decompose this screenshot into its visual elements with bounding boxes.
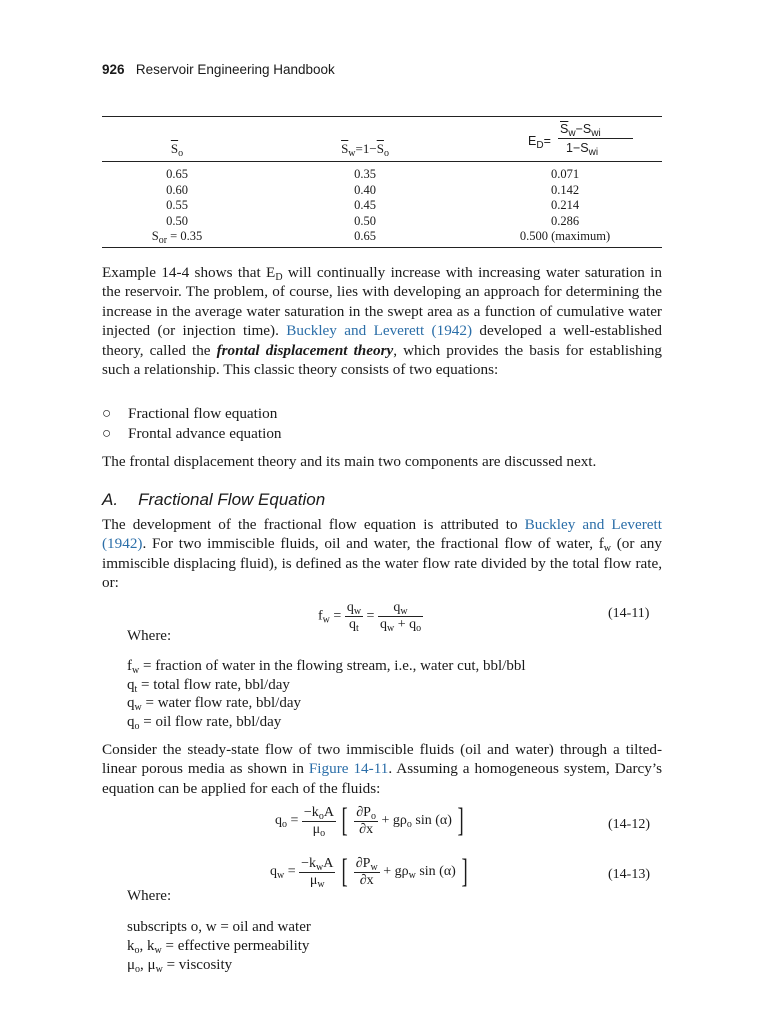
- where-label: Where:: [127, 628, 172, 644]
- equation-14-12: $q_o$ = $-k_oA$ $\mu_o$ [ $\frac{\partial P_o}{\partial x}$ + $g\rho_o$ sin (α) ]: [275, 802, 465, 839]
- table-bottom-rule: [102, 247, 662, 248]
- citation-link[interactable]: Buckley and Leverett (1942): [102, 516, 662, 553]
- equation-number: (14-12): [608, 817, 650, 832]
- table-head-sw: $\overline{S}_w=1-\overline{S}_o$: [341, 141, 389, 159]
- table-cell: 0.45: [354, 198, 376, 213]
- definition-item: $q_w$ = water flow rate, bbl/day: [127, 695, 301, 714]
- table-cell: 0.214: [550, 198, 580, 213]
- table-cell: 0.60: [166, 182, 188, 197]
- table-cell: 0.55: [166, 198, 188, 213]
- table-cell: 0.286: [550, 213, 580, 228]
- paragraph-1: Example 14-4 shows that $E_D$ will continually increase with increasing water saturation in the reservoir. The problem, of course, lies with developing an approach for determining the increase in the average water saturation in the swept area as a function of cumulative water injected (or injection time). Buckley and Leverett (1942) developed a well-established theory, called the frontal displacement theory, which provides the basis for establishing such a relationship. This classic theory consists of two equations:: [102, 264, 662, 379]
- table-cell: 0.142: [550, 182, 580, 197]
- table-cell: 0.65: [166, 167, 188, 181]
- paragraph-2: The frontal displacement theory and its main two components are discussed next.: [102, 453, 597, 470]
- table-top-rule: [102, 116, 662, 117]
- table-cell: 0.35: [354, 167, 376, 181]
- running-header: [102, 62, 335, 78]
- table-cell: $S_{or} = 0.35$: [151, 229, 203, 247]
- table-cell: 0.50: [166, 213, 188, 228]
- definition-item: $q_t$ = total flow rate, bbl/day: [127, 676, 290, 695]
- book-title: Reservoir Engineering Handbook: [135, 62, 335, 77]
- paragraph-4: Consider the steady-state flow of two immiscible fluids (oil and water) through a tilted-linear porous media as shown in Figure 14-11. Assuming a homogeneous system, Darcy’s equation can be applied for each of the fluids:: [102, 741, 662, 797]
- table-cell: 0.071: [550, 167, 580, 181]
- table-cell: 0.40: [354, 182, 376, 197]
- table-cell: 0.500 (maximum): [519, 229, 611, 244]
- citation-link[interactable]: Buckley and Leverett (1942): [286, 322, 473, 340]
- equation-14-13: $q_w$ = $-k_wA$ $\mu_w$ [ $\frac{\partial P_w}{\partial x}$ + $g\rho_w$ sin (α) ]: [270, 853, 469, 890]
- definition-item: $\mu_o$, $\mu_w$ = viscosity: [127, 957, 233, 975]
- equation-14-11: $f_w$ = $\frac{q_w}{q_t}$ = $\frac{q_w}{q_w + q_o}$: [318, 600, 422, 634]
- definition-item: subscripts o, w = oil and water: [127, 919, 311, 935]
- table-cell: 0.50: [354, 213, 376, 228]
- definition-item: $f_w$ = fraction of water in the flowing stream, i.e., water cut, bbl/bbl: [127, 658, 526, 676]
- paragraph-3: The development of the fractional flow equation is attributed to Buckley and Leverett (1942). For two immiscible fluids, oil and water, the fractional flow of water, $f_w$ (or any immiscible displacing fluid), is defined as the water flow rate divided by the total flow rate, or:: [102, 516, 662, 592]
- equation-number: (14-11): [608, 606, 650, 621]
- section-heading: A. Fractional Flow Equation: [102, 490, 326, 509]
- definition-item: $k_o$, $k_w$ = effective permeability: [127, 938, 310, 956]
- table-mid-rule: [102, 161, 662, 162]
- table-head-so: $\overline{S}_o$: [170, 141, 184, 159]
- list-item: ○ Frontal advance equation: [102, 425, 282, 442]
- list-item: ○ Fractional flow equation: [102, 405, 278, 422]
- where-label: Where:: [127, 888, 172, 904]
- page-number: 926: [102, 62, 125, 77]
- definition-item: $q_o$ = oil flow rate, bbl/day: [127, 713, 282, 732]
- equation-number: (14-13): [608, 867, 650, 882]
- table-cell: 0.65: [354, 229, 376, 244]
- figure-link[interactable]: Figure 14-11: [308, 760, 389, 778]
